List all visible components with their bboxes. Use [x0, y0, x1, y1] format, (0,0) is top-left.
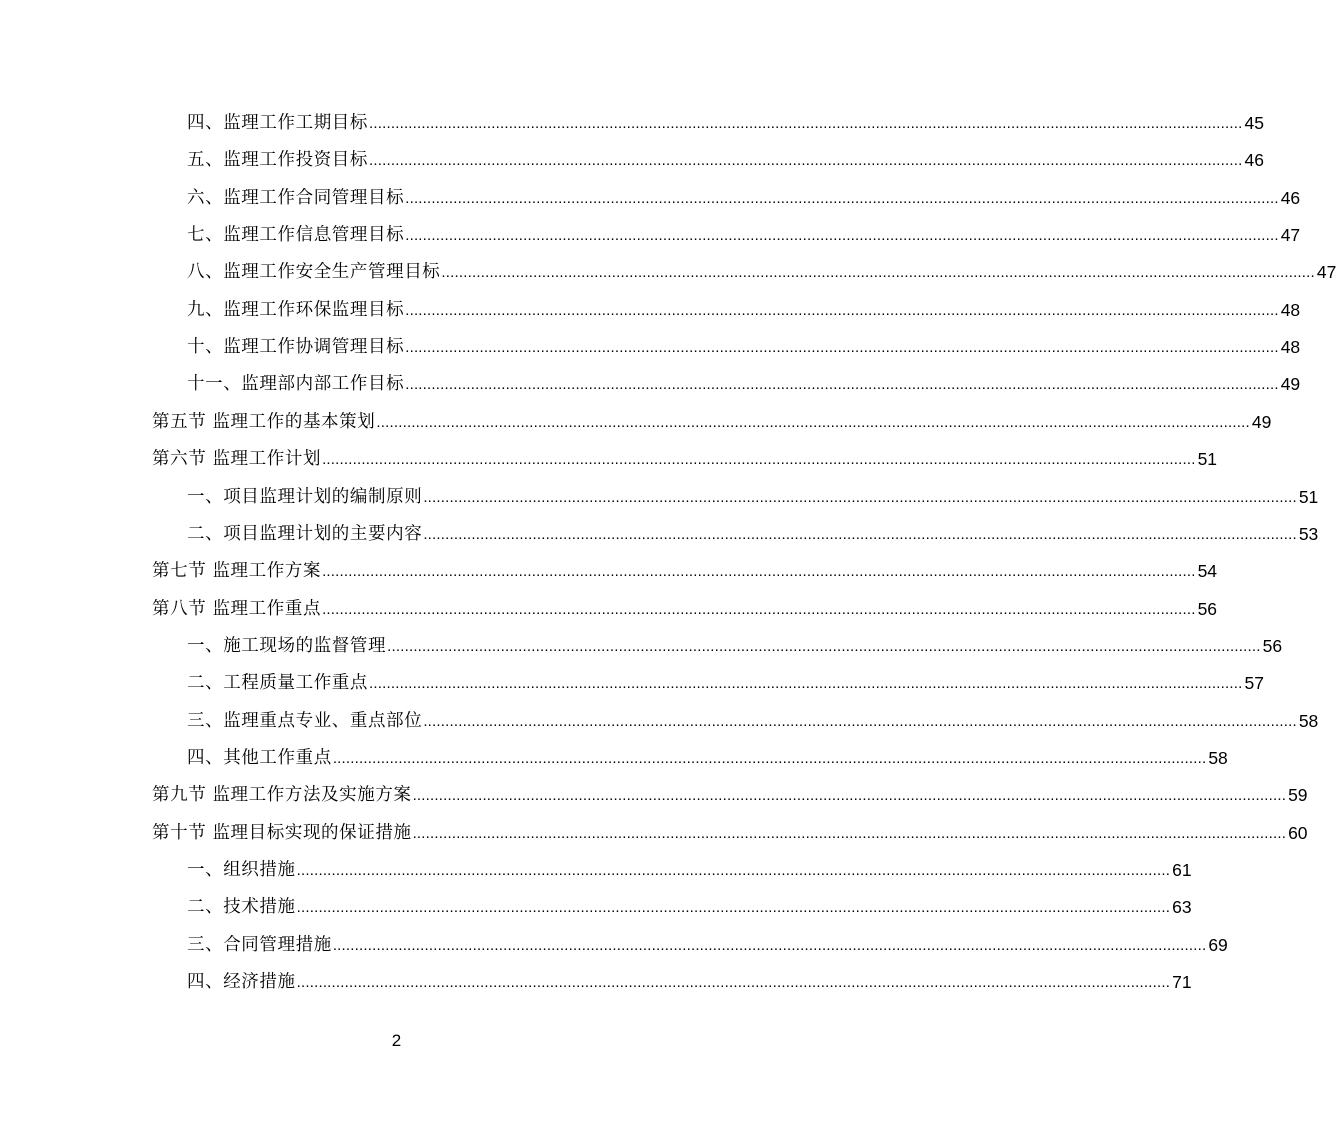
toc-dot-leader: ........................................................................................................................................................................................................ — [332, 936, 1207, 954]
toc-dot-leader: ........................................................................................................................................................................................................ — [322, 563, 1196, 581]
toc-subsection-entry[interactable] — [187, 516, 1319, 546]
toc-section-entry[interactable] — [152, 777, 1308, 807]
toc-entry-page-number: 47 — [1316, 262, 1336, 283]
toc-subsection-entry[interactable] — [187, 927, 1228, 957]
toc-subsection-entry[interactable] — [187, 479, 1319, 509]
toc-entry-page-number: 54 — [1197, 561, 1218, 582]
toc-entry-title: 四、监理工作工期目标 — [187, 113, 368, 133]
toc-entry-page-number: 71 — [1172, 972, 1192, 993]
toc-subsection-entry[interactable] — [187, 740, 1228, 770]
toc-subsection-entry[interactable] — [187, 180, 1301, 210]
toc-entry-page-number: 45 — [1244, 113, 1264, 133]
toc-entry-page-number: 63 — [1172, 897, 1192, 918]
toc-dot-leader: ........................................................................................................................................................................................................ — [423, 488, 1297, 506]
toc-entry-title: 四、其他工作重点 — [187, 747, 332, 768]
toc-dot-leader: ........................................................................................................................................................................................................ — [405, 227, 1279, 245]
toc-subsection-entry[interactable] — [187, 964, 1192, 994]
toc-dot-leader: ........................................................................................................................................................................................................ — [412, 787, 1287, 805]
toc-entry-page-number: 61 — [1172, 860, 1192, 880]
toc-dot-leader: ........................................................................................................................................................................................................ — [423, 525, 1297, 543]
toc-dot-leader: ........................................................................................................................................................................................................ — [296, 899, 1171, 917]
toc-subsection-entry[interactable] — [187, 628, 1283, 658]
toc-entry-title: 第七节 监理工作方案 — [152, 561, 322, 582]
toc-subsection-entry[interactable] — [187, 105, 1264, 135]
toc-entry-title: 一、组织措施 — [187, 860, 296, 880]
toc-dot-leader: ........................................................................................................................................................................................................ — [423, 712, 1297, 730]
toc-dot-leader: ........................................................................................................................................................................................................ — [412, 824, 1287, 842]
toc-entry-title: 七、监理工作信息管理目标 — [187, 225, 405, 246]
toc-dot-leader: ........................................................................................................................................................................................................ — [405, 339, 1279, 357]
toc-entry-page-number: 49 — [1280, 374, 1301, 395]
toc-dot-leader: ........................................................................................................................................................................................................ — [369, 152, 1243, 170]
toc-entry-title: 五、监理工作投资目标 — [187, 150, 368, 171]
toc-entry-title: 二、项目监理计划的主要内容 — [187, 523, 423, 544]
toc-entry-title: 第六节 监理工作计划 — [152, 449, 322, 470]
toc-entry-title: 十一、监理部内部工作目标 — [187, 374, 405, 395]
toc-entry-title: 第五节 监理工作的基本策划 — [152, 411, 376, 432]
toc-dot-leader: ........................................................................................................................................................................................................ — [322, 600, 1196, 618]
toc-entry-page-number: 58 — [1208, 747, 1228, 768]
toc-subsection-entry[interactable] — [187, 254, 1336, 284]
toc-entry-title: 一、项目监理计划的编制原则 — [187, 486, 423, 507]
toc-subsection-entry[interactable] — [187, 217, 1301, 247]
toc-entry-page-number: 48 — [1280, 299, 1301, 320]
toc-entry-page-number: 48 — [1280, 337, 1301, 358]
toc-section-entry[interactable] — [152, 404, 1272, 434]
toc-subsection-entry[interactable] — [187, 366, 1301, 396]
toc-section-entry[interactable] — [152, 815, 1308, 845]
page-number: 2 — [391, 1031, 402, 1050]
toc-entry-title: 二、技术措施 — [187, 897, 296, 918]
toc-dot-leader: ........................................................................................................................................................................................................ — [405, 301, 1279, 319]
toc-entry-page-number: 47 — [1280, 225, 1301, 246]
toc-entry-page-number: 56 — [1262, 635, 1283, 656]
toc-entry-page-number: 51 — [1298, 486, 1319, 507]
toc-dot-leader: ........................................................................................................................................................................................................ — [441, 264, 1315, 282]
toc-entry-title: 三、合同管理措施 — [187, 934, 332, 955]
toc-subsection-entry[interactable] — [187, 703, 1319, 733]
toc-entry-title: 四、经济措施 — [187, 972, 296, 993]
toc-subsection-entry[interactable] — [187, 292, 1301, 322]
toc-entry-page-number: 58 — [1298, 710, 1319, 731]
toc-section-entry[interactable] — [152, 441, 1218, 471]
toc-section-entry[interactable] — [152, 591, 1218, 621]
toc-dot-leader: ........................................................................................................................................................................................................ — [376, 413, 1250, 431]
toc-entry-page-number: 49 — [1251, 411, 1272, 432]
toc-entry-title: 三、监理重点专业、重点部位 — [187, 710, 423, 731]
toc-dot-leader: ........................................................................................................................................................................................................ — [369, 675, 1243, 693]
toc-dot-leader: ........................................................................................................................................................................................................ — [387, 637, 1261, 655]
toc-dot-leader: ........................................................................................................................................................................................................ — [296, 862, 1171, 879]
toc-entry-title: 十、监理工作协调管理目标 — [187, 337, 405, 358]
toc-dot-leader: ........................................................................................................................................................................................................ — [332, 749, 1207, 767]
toc-subsection-entry[interactable] — [187, 852, 1192, 882]
toc-entry-page-number: 59 — [1288, 785, 1308, 806]
toc-entry-page-number: 46 — [1244, 150, 1264, 171]
toc-entry-title: 第八节 监理工作重点 — [152, 598, 322, 619]
toc-subsection-entry[interactable] — [187, 142, 1264, 172]
toc-section-entry[interactable] — [152, 553, 1218, 583]
toc-entry-page-number: 69 — [1208, 934, 1228, 955]
toc-entry-page-number: 51 — [1197, 449, 1218, 470]
toc-entry-page-number: 46 — [1280, 187, 1301, 208]
toc-subsection-entry[interactable] — [187, 889, 1192, 919]
toc-dot-leader: ........................................................................................................................................................................................................ — [296, 974, 1171, 992]
toc-entry-title: 二、工程质量工作重点 — [187, 673, 368, 694]
toc-entry-title: 第十节 监理目标实现的保证措施 — [152, 822, 412, 843]
toc-entry-title: 第九节 监理工作方法及实施方案 — [152, 785, 412, 806]
toc-entry-page-number: 57 — [1244, 673, 1264, 694]
toc-subsection-entry[interactable] — [187, 329, 1301, 359]
toc-entry-title: 一、施工现场的监督管理 — [187, 635, 387, 656]
toc-dot-leader: ........................................................................................................................................................................................................ — [369, 115, 1243, 132]
toc-entry-page-number: 53 — [1298, 523, 1319, 544]
toc-entry-page-number: 60 — [1288, 822, 1308, 843]
toc-entry-title: 六、监理工作合同管理目标 — [187, 187, 405, 208]
toc-dot-leader: ........................................................................................................................................................................................................ — [405, 376, 1279, 394]
toc-dot-leader: ........................................................................................................................................................................................................ — [322, 451, 1196, 469]
toc-subsection-entry[interactable] — [187, 665, 1264, 695]
toc-entry-title: 八、监理工作安全生产管理目标 — [187, 262, 441, 283]
toc-dot-leader: ........................................................................................................................................................................................................ — [405, 189, 1279, 207]
toc-entry-page-number: 56 — [1197, 598, 1218, 619]
toc-entry-title: 九、监理工作环保监理目标 — [187, 299, 405, 320]
